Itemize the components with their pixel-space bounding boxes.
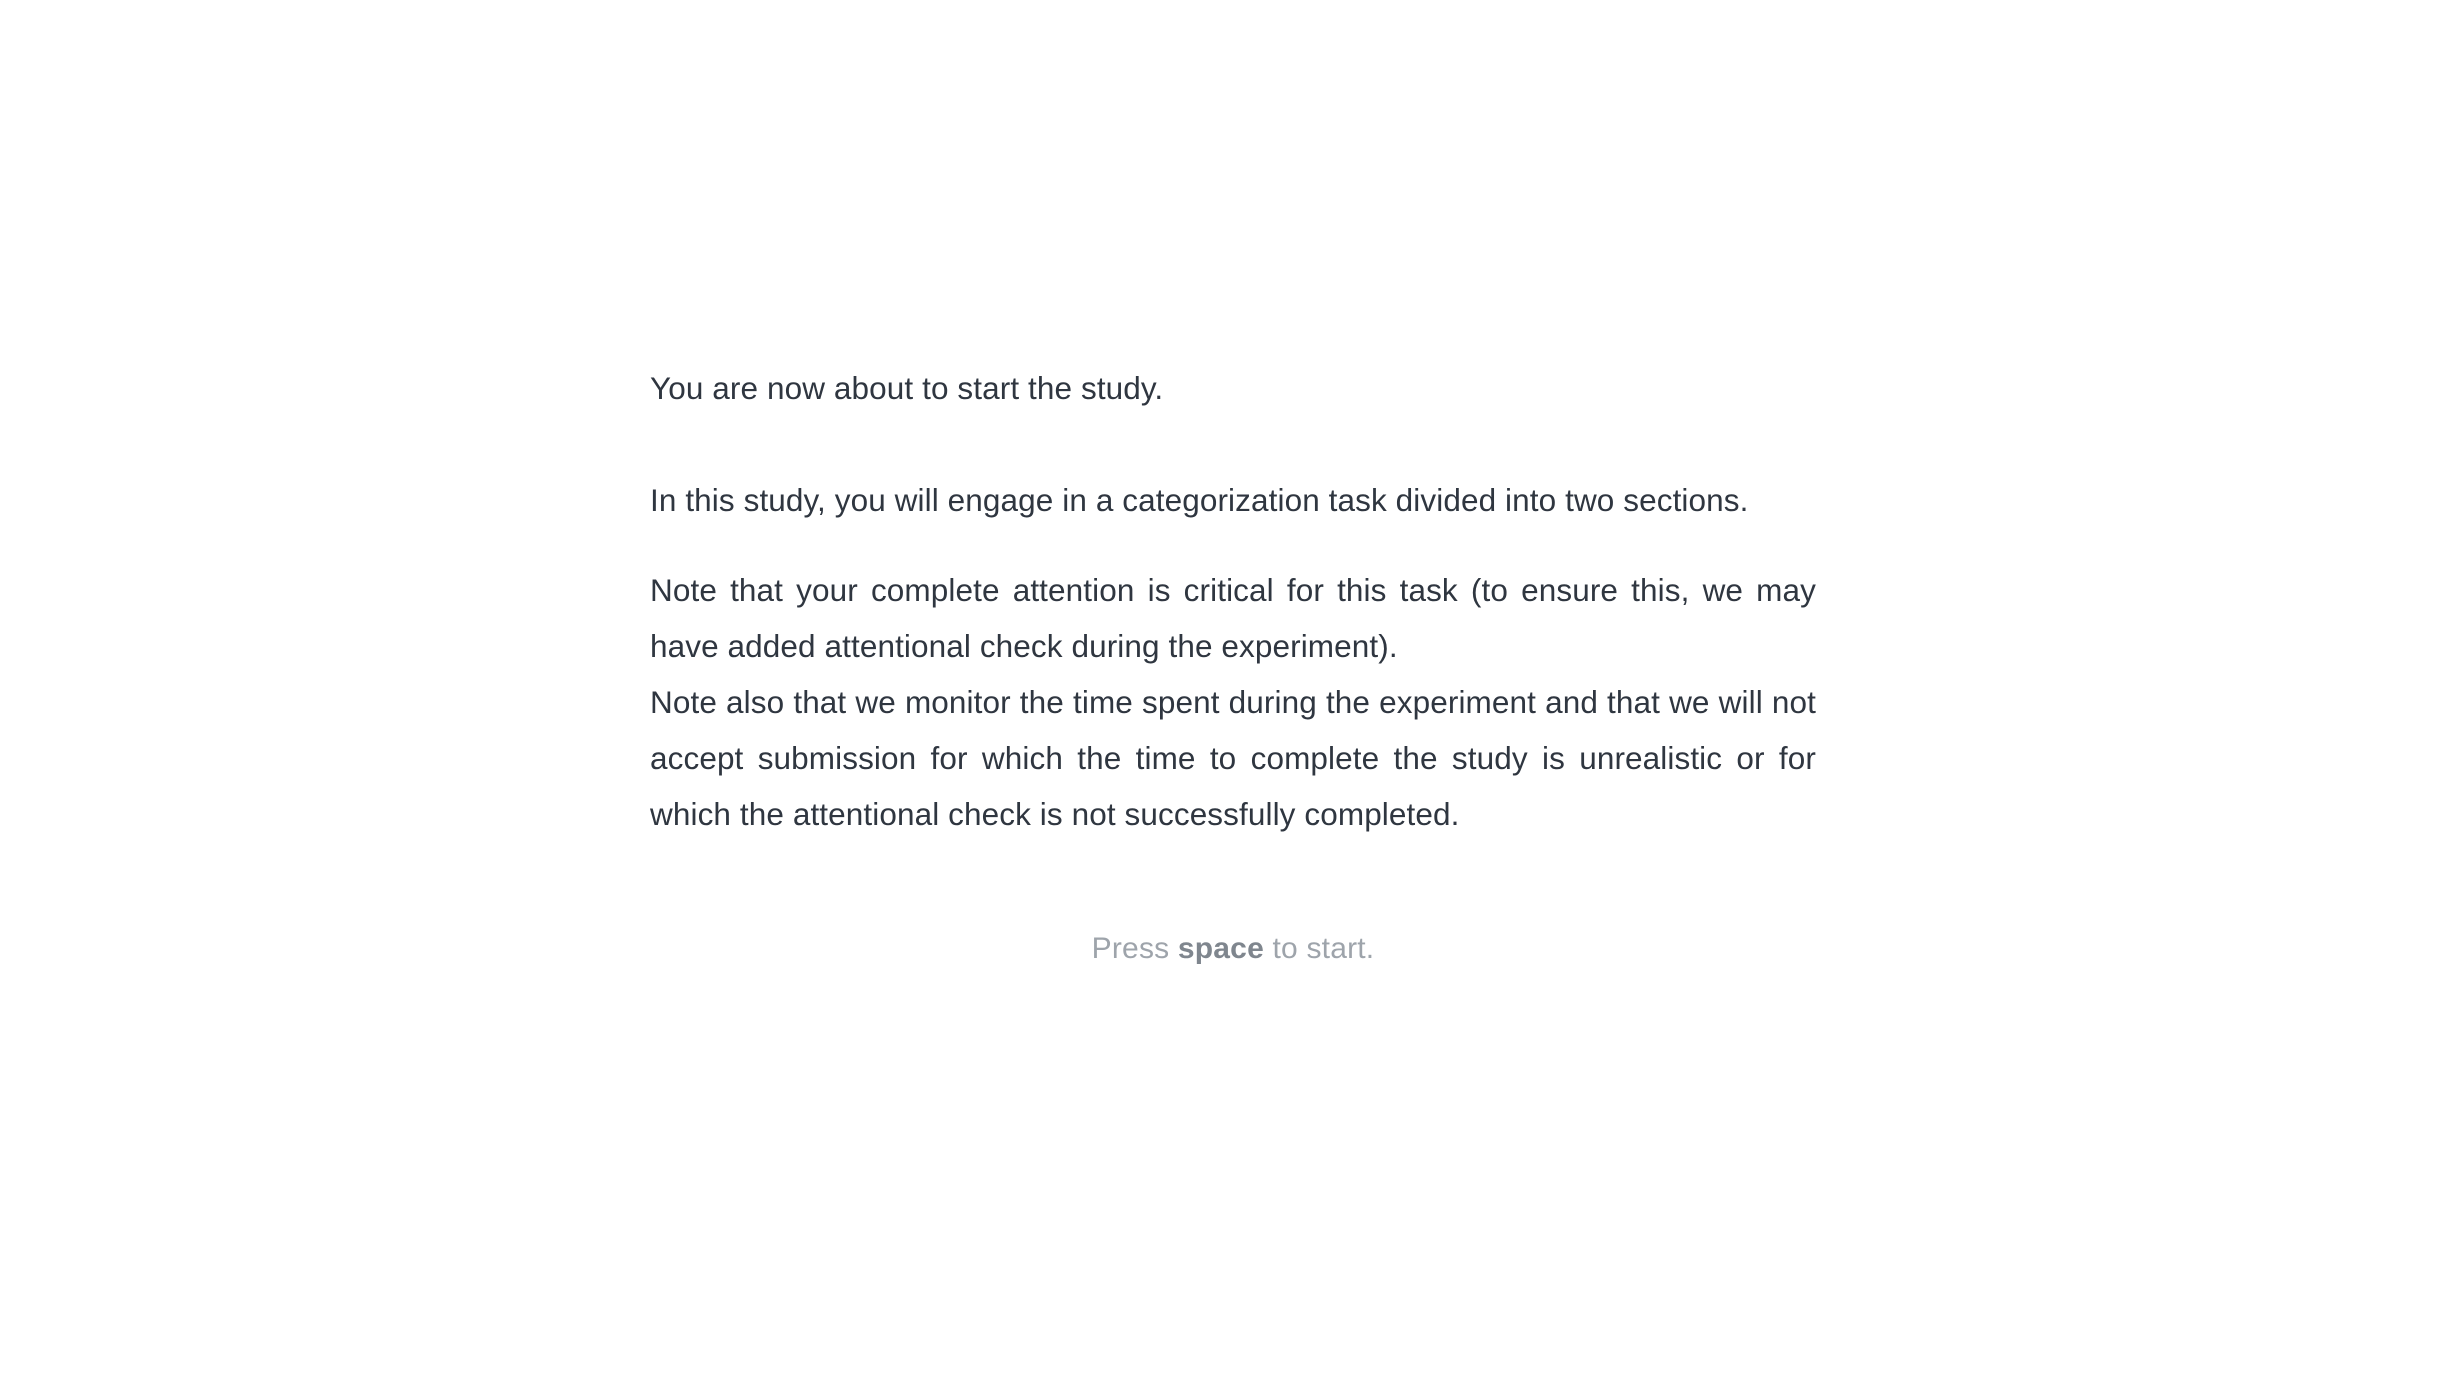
prompt-suffix-text: to start. bbox=[1263, 932, 1375, 965]
press-space-prompt bbox=[650, 928, 1816, 970]
attention-notice-paragraph: Note that your complete attention is critical for this task (to ensure this, we may have added attentional check during the experiment). bbox=[650, 572, 1816, 664]
monitoring-notice-paragraph: Note also that we monitor the time spent during the experiment and that we will not accept submission for which the time to complete the study is unrealistic or for which the attentional check is not successfully completed. bbox=[650, 684, 1816, 832]
prompt-prefix-text: Press bbox=[1091, 932, 1178, 965]
study-overview-paragraph: In this study, you will engage in a categorization task divided into two sections. bbox=[650, 482, 1749, 518]
space-key-label[interactable]: space bbox=[1177, 932, 1264, 965]
intro-paragraph: You are now about to start the study. bbox=[650, 370, 1164, 406]
instruction-text-container bbox=[650, 360, 1816, 842]
